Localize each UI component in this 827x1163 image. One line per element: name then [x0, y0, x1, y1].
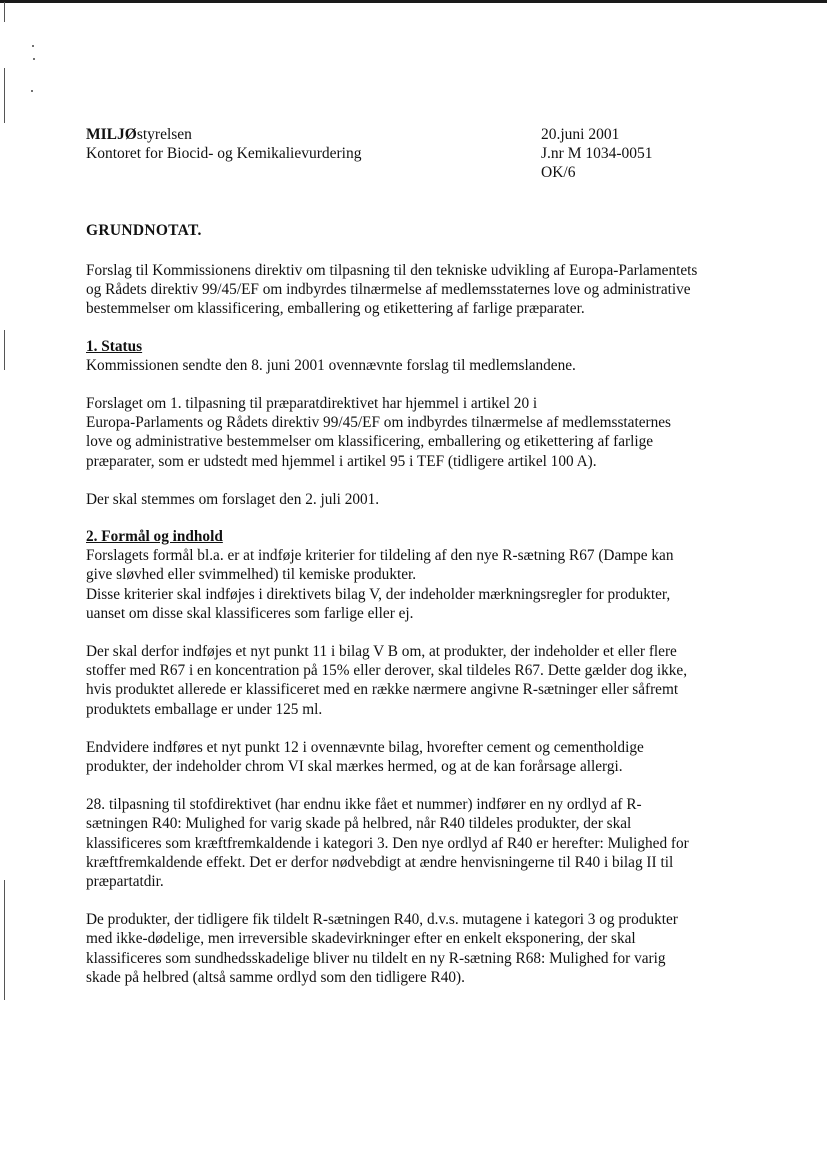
text-line: hvis produktet allerede er klassificeret med en række nærmere angivne R-sætninger eller såfremt	[86, 681, 679, 699]
org-name-bold: MILJØ	[86, 126, 137, 143]
text-line: Forslag til Kommissionens direktiv om tilpasning til den tekniske udvikling af Europa-Parlamentets	[86, 262, 698, 279]
text-line: bestemmelser om klassificering, emballering og etikettering af farlige præparater.	[86, 300, 585, 318]
document-body	[86, 261, 761, 987]
sender-block	[86, 125, 361, 163]
text-line: 28. tilpasning til stofdirektivet (har endnu ikke fået et nummer) indfører en ny ordlyd af R-	[86, 796, 642, 814]
document-title: GRUNDNOTAT.	[86, 222, 202, 239]
text-line: Der skal stemmes om forslaget den 2. juli 2001.	[86, 490, 380, 508]
scan-speck	[31, 90, 33, 92]
scan-edge-mark	[4, 2, 5, 22]
section-2-heading: 2. Formål og indhold	[86, 528, 223, 546]
text-line: Forslaget om 1. tilpasning til præparatdirektivet har hjemmel i artikel 20 i	[86, 395, 538, 413]
text-line: Forslagets formål bl.a. er at indføje kriterier for tildeling af den nye R-sætning R67 (Dampe kan	[86, 547, 674, 565]
text-line: give sløvhed eller svimmelhed) til kemiske produkter.	[86, 566, 417, 584]
intro-paragraph	[86, 261, 761, 319]
text-line: Disse kriterier skal indføjes i direktivets bilag V, der indeholder mærkningsregler for produkter,	[86, 585, 671, 603]
text-line: præpartatdir.	[86, 873, 164, 891]
section-1-paragraph	[86, 356, 761, 375]
text-line: Der skal derfor indføjes et nyt punkt 11 i bilag V B om, at produkter, der indeholder et eller flere	[86, 643, 677, 661]
text-line: produktets emballage er under 125 ml.	[86, 700, 323, 718]
text-line: De produkter, der tidligere fik tildelt R-sætningen R40, d.v.s. mutagene i kategori 3 og produkter	[86, 911, 678, 929]
text-line: skade på helbred (altså samme ordlyd som den tidligere R40).	[86, 968, 465, 986]
text-line: klassificeres som sundhedsskadelige bliver nu tildelt en ny R-sætning R68: Mulighed for varig	[86, 949, 666, 967]
text-line: præparater, som er udstedt med hjemmel i artikel 95 i TEF (tidligere artikel 100 A).	[86, 452, 597, 470]
org-name-rest: styrelsen	[136, 126, 192, 143]
journal-number: J.nr M 1034-0051	[541, 145, 653, 162]
section-1-paragraph	[86, 394, 761, 471]
scan-edge-mark	[4, 330, 5, 370]
section-1-paragraph	[86, 490, 761, 509]
scan-speck	[33, 58, 35, 60]
text-line: love og administrative bestemmelser om klassificering, emballering og etikettering af farlige	[86, 433, 654, 451]
initials: OK/6	[541, 164, 576, 181]
scan-edge-mark	[4, 68, 5, 123]
section-2-paragraph	[86, 546, 761, 623]
text-line: og Rådets direktiv 99/45/EF om indbyrdes tilnærmelse af medlemsstaternes love og administrative	[86, 281, 691, 299]
section-1-heading: 1. Status	[86, 337, 143, 355]
scan-edge-mark	[4, 880, 5, 1000]
reference-block	[541, 125, 653, 182]
text-line: uanset om disse skal klassificeres som farlige eller ej.	[86, 604, 414, 622]
scan-speck	[32, 45, 34, 47]
text-line: med ikke-dødelige, men irreversible skadevirkninger efter en enkelt eksponering, der skal	[86, 930, 636, 948]
section-2-paragraph	[86, 642, 761, 719]
sender-office: Kontoret for Biocid- og Kemikalievurdering	[86, 145, 362, 162]
text-line: produkter, der indeholder chrom VI skal mærkes hermed, og at de kan forårsage allergi.	[86, 758, 623, 776]
sender-organization	[86, 125, 361, 144]
text-line: klassificeres som kræftfremkaldende i kategori 3. Den nye ordlyd af R40 er herefter: Mulighed for	[86, 834, 689, 852]
section-2-paragraph	[86, 738, 761, 776]
text-line: Endvidere indføres et nyt punkt 12 i ovennævnte bilag, hvorefter cement og cementholdige	[86, 738, 644, 756]
text-line: stoffer med R67 i en koncentration på 15% eller derover, skal tildeles R67. Dette gælder dog ikke,	[86, 662, 688, 680]
text-line: sætningen R40: Mulighed for varig skade på helbred, når R40 tildeles produkter, der skal	[86, 815, 632, 833]
section-2-paragraph	[86, 795, 761, 891]
section-2-paragraph	[86, 910, 761, 987]
document-date: 20.juni 2001	[541, 126, 620, 143]
text-line: Kommissionen sendte den 8. juni 2001 ovennævnte forslag til medlemslandene.	[86, 356, 576, 374]
scan-top-border	[0, 0, 827, 3]
text-line: kræftfremkaldende effekt. Det er derfor nødvebdigt at ændre henvisningerne til R40 i bilag II til	[86, 853, 674, 871]
text-line: Europa-Parlaments og Rådets direktiv 99/45/EF om indbyrdes tilnærmelse af medlemsstaternes	[86, 414, 671, 432]
